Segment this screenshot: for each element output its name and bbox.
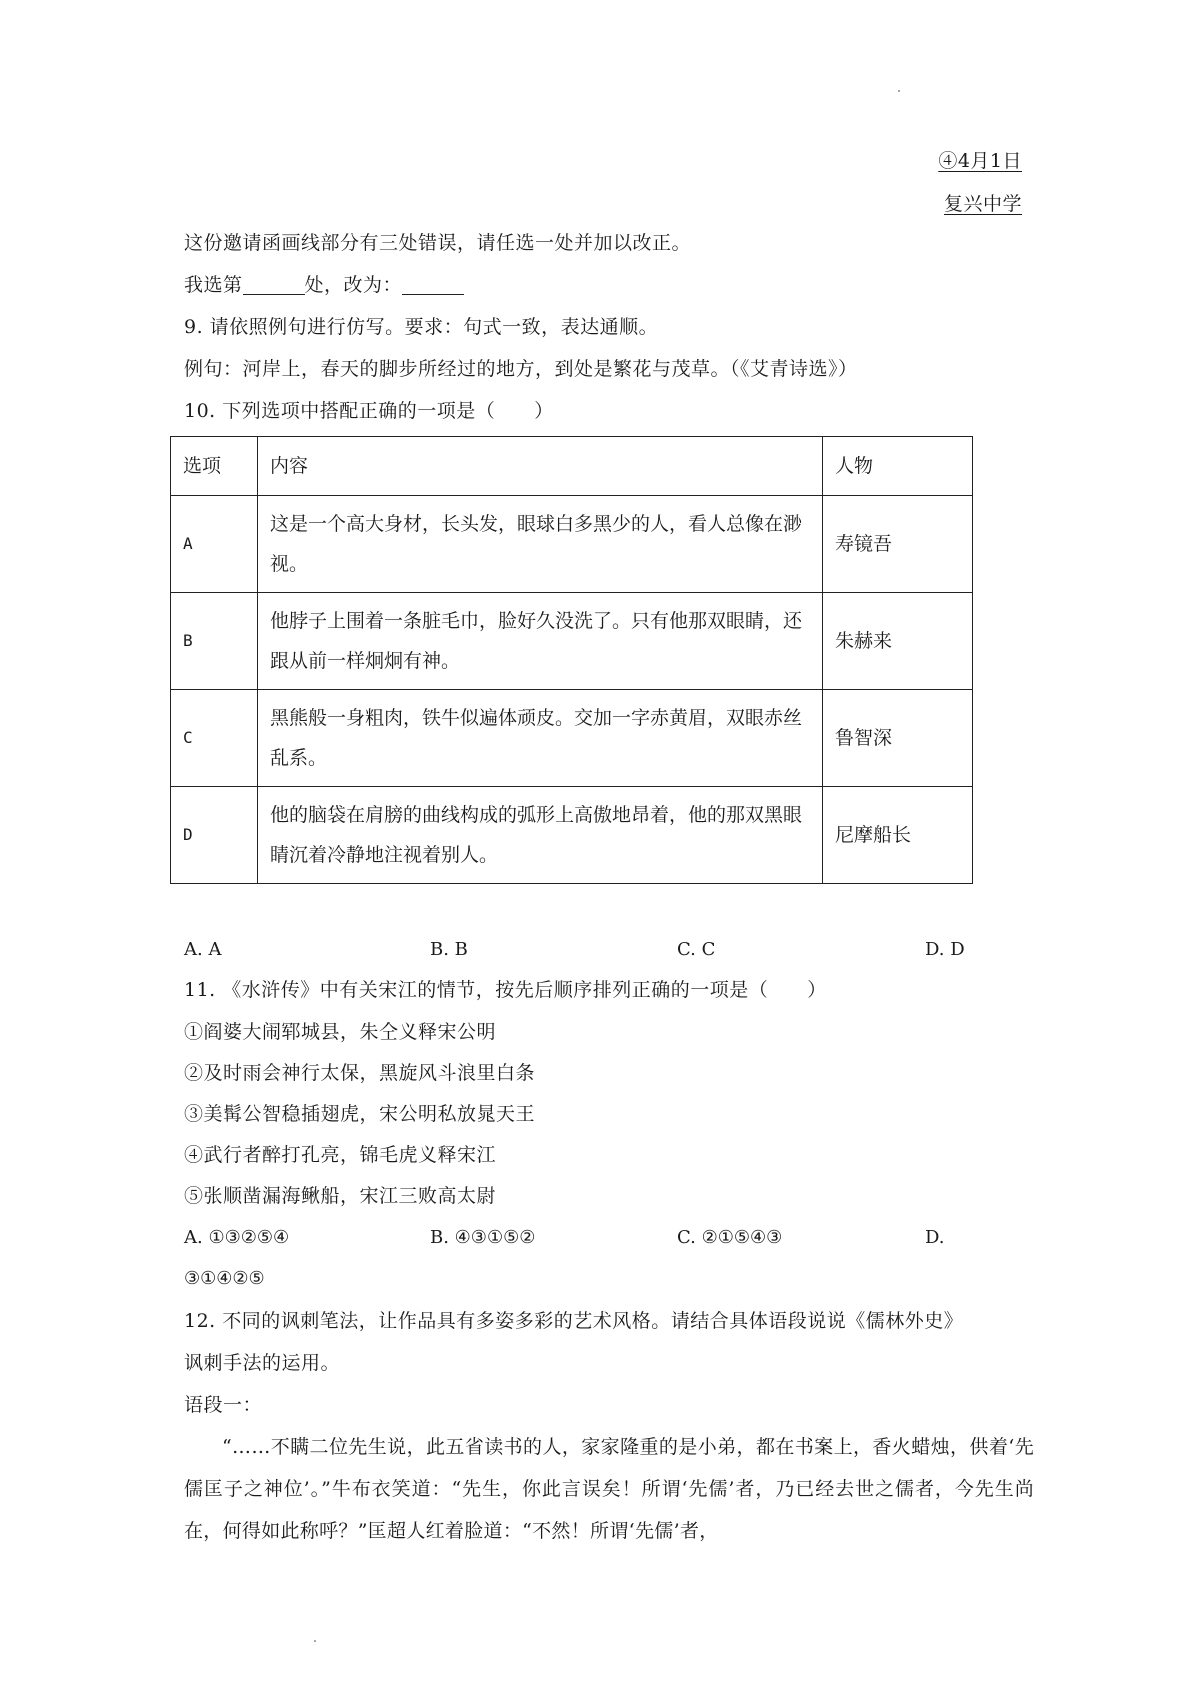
header-option: 选项 [171,437,258,496]
q12-passage-label: 语段一： [184,1394,263,1416]
header-content: 内容 [258,437,823,496]
q12-passage: “……不瞒二位先生说，此五省读书的人，家家隆重的是小弟，都在书案上，香火蜡烛，供着‘先儒匡子之神位’。”牛布衣笑道：“先生，你此言误矣！所谓‘先儒’者，乃已经去世之儒者，今先生尚在，何得如此称呼？”匡超人红着脸道：“不然！所谓‘先儒’者， [184,1436,1034,1542]
q11-item: ①阎婆大闹郓城县，朱仝义释宋公明 [184,1021,497,1043]
q12-stem-line1: 12. 不同的讽刺笔法，让作品具有多姿多彩的艺术风格。请结合具体语段说说《儒林外史》 [184,1310,964,1332]
invitation-date: ④4月1日 [938,150,1022,172]
q11-item: ⑤张顺凿漏海鳅船，宋江三败高太尉 [184,1185,497,1207]
row-content: 他的脑袋在肩膀的曲线构成的弧形上高傲地昂着，他的那双黑眼睛沉着冷静地注视着别人。 [258,787,823,884]
header-person: 人物 [823,437,973,496]
q10-stem: 10. 下列选项中搭配正确的一项是（ ） [184,400,554,422]
table-row [171,787,973,884]
q8-answer-line [184,271,464,299]
row-content: 黑熊般一身粗肉，铁牛似遍体顽皮。交加一字赤黄眉，双眼赤丝乱系。 [258,690,823,787]
q10-options-table [170,436,973,884]
invitation-signature: 复兴中学 [943,193,1022,215]
scan-speck [898,90,900,92]
q10-choice-b[interactable]: B. B [430,939,468,960]
q11-choice-b[interactable]: B. ④③①⑤② [430,1227,536,1248]
row-option: B [171,593,258,690]
q8-answer-prefix: 我选第 [184,274,243,296]
table-row [171,593,973,690]
row-option: D [171,787,258,884]
q8-answer-mid: 处，改为： [304,274,403,296]
q10-choice-a[interactable]: A. A [184,939,222,960]
row-content: 他脖子上围着一条脏毛巾，脸好久没洗了。只有他那双眼睛，还跟从前一样炯炯有神。 [258,593,823,690]
table-row [171,690,973,787]
row-person: 朱赫来 [823,593,973,690]
q8-blank-correction[interactable] [402,274,464,295]
q11-stem: 11. 《水浒传》中有关宋江的情节，按先后顺序排列正确的一项是（ ） [184,979,827,1001]
q11-item: ③美髯公智稳插翅虎，宋公明私放晁天王 [184,1103,536,1125]
q11-item: ②及时雨会神行太保，黑旋风斗浪里白条 [184,1062,536,1084]
q11-choice-a[interactable]: A. ①③②⑤④ [184,1227,290,1248]
scan-speck [314,1640,316,1642]
table-row [171,496,973,593]
q8-blank-position[interactable] [243,274,305,295]
q11-choice-d-wrap: ③①④②⑤ [184,1268,265,1289]
row-person: 尼摩船长 [823,787,973,884]
row-option: A [171,496,258,593]
q8-instruction: 这份邀请函画线部分有三处错误，请任选一处并加以改正。 [184,232,692,254]
row-person: 鲁智深 [823,690,973,787]
row-option: C [171,690,258,787]
q11-choice-d[interactable]: D. [925,1227,945,1248]
q11-choice-c[interactable]: C. ②①⑤④③ [677,1227,783,1248]
row-person: 寿镜吾 [823,496,973,593]
row-content: 这是一个高大身材，长头发，眼球白多黑少的人，看人总像在渺视。 [258,496,823,593]
q10-choice-d[interactable]: D. D [925,939,965,960]
q9-example: 例句：河岸上，春天的脚步所经过的地方，到处是繁花与茂草。（《艾青诗选》） [184,358,858,380]
q11-item: ④武行者醉打孔亮，锦毛虎义释宋江 [184,1144,497,1166]
table-header-row [171,437,973,496]
q10-choice-c[interactable]: C. C [677,939,716,960]
q12-stem-line2: 讽刺手法的运用。 [184,1352,341,1374]
q9-stem: 9. 请依照例句进行仿写。要求：句式一致，表达通顺。 [184,316,659,338]
